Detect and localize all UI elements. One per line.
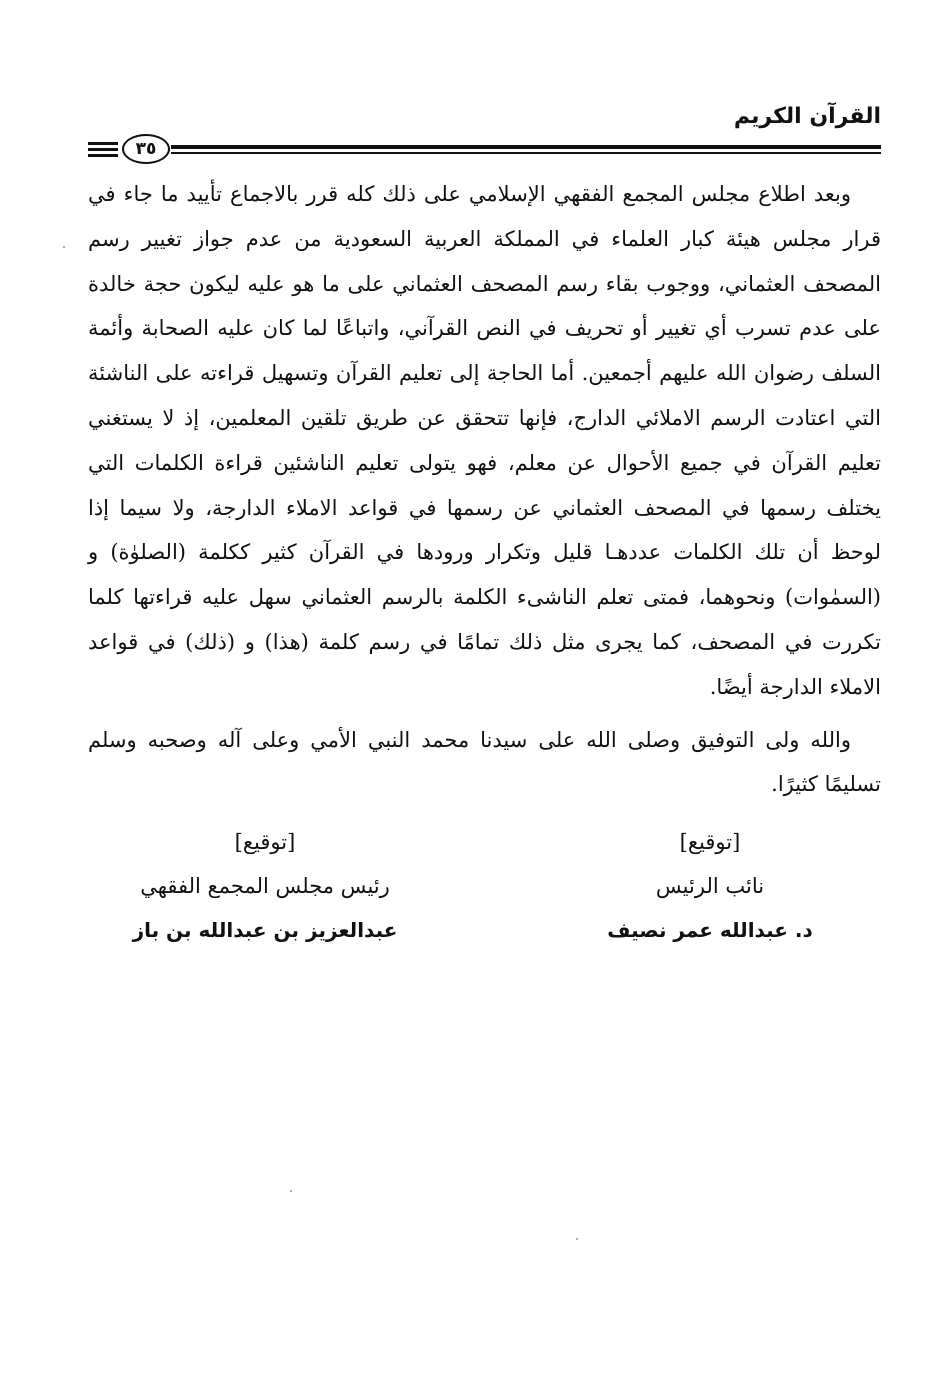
main-text — [88, 172, 881, 807]
signature-label: [توقيع] — [679, 830, 741, 854]
paragraph-resolution: وبعد اطلاع مجلس المجمع الفقهي الإسلامي على ذلك كله قرر بالاجماع تأييد ما جاء في قرار مجلس هيئة كبار العلماء في المملكة العربية السعودية من عدم جواز تغيير رسم المصحف العثماني، ووجوب بقاء رسم المصحف العثماني على ما هو عليه ليكون حجة خالدة على عدم تسرب أي تغيير أو تحريف في النص القرآني، واتباعًا لما كان عليه الصحابة وأئمة السلف رضوان الله عليهم أجمعين. أما الحاجة إلى تعليم القرآن وتسهيل قراءته على الناشئة التي اعتادت الرسم الاملائي الدارج، فإنها تتحقق عن طريق تلقين المعلمين، إذ لا يستغني تعليم القرآن في جميع الأحوال عن معلم، فهو يتولى تعليم الناشئين قراءة الكلمات التي يختلف رسمها في المصحف العثماني عن رسمها في قواعد الاملاء الدارجة، ولا سيما إذا لوحظ أن تلك الكلمات عددهـا قليل وتكرار ورودها في القرآن كثير ككلمة (الصلوٰة) و (السمٰوات) ونحوهما، فمتى تعلم الناشىء الكلمة بالرسم العثماني سهل عليه قراءتها كلما تكررت في المصحف، كما يجرى مثل ذلك تمامًا في رسم كلمة (هذا) و (ذلك) في قواعد الاملاء الدارجة أيضًا. — [88, 182, 882, 699]
header-dash — [88, 142, 118, 145]
page-header — [88, 104, 881, 164]
header-dash — [88, 154, 118, 157]
scan-speck — [290, 1190, 292, 1192]
signature-label: [توقيع] — [234, 830, 296, 854]
signature-block-president — [105, 820, 425, 952]
header-rule-thin — [171, 152, 881, 154]
header-rule-thick — [171, 145, 881, 149]
paragraph-closing: والله ولى التوفيق وصلى الله على سيدنا محمد النبي الأمي وعلى آله وصحبه وسلم تسليمًا كثيرًا. — [88, 727, 881, 797]
header-dash — [88, 148, 118, 151]
signature-name: د. عبدالله عمر نصيف — [607, 918, 813, 942]
scan-speck — [63, 246, 65, 248]
signature-block-vice-president — [550, 820, 870, 952]
signature-name: عبدالعزيز بن عبدالله بن باز — [132, 918, 398, 942]
scan-speck — [576, 1238, 578, 1240]
book-title: القرآن الكريم — [733, 104, 881, 129]
signature-title: رئيس مجلس المجمع الفقهي — [140, 874, 390, 898]
signature-title: نائب الرئيس — [655, 874, 765, 898]
page-number: ٣٥ — [122, 134, 170, 164]
